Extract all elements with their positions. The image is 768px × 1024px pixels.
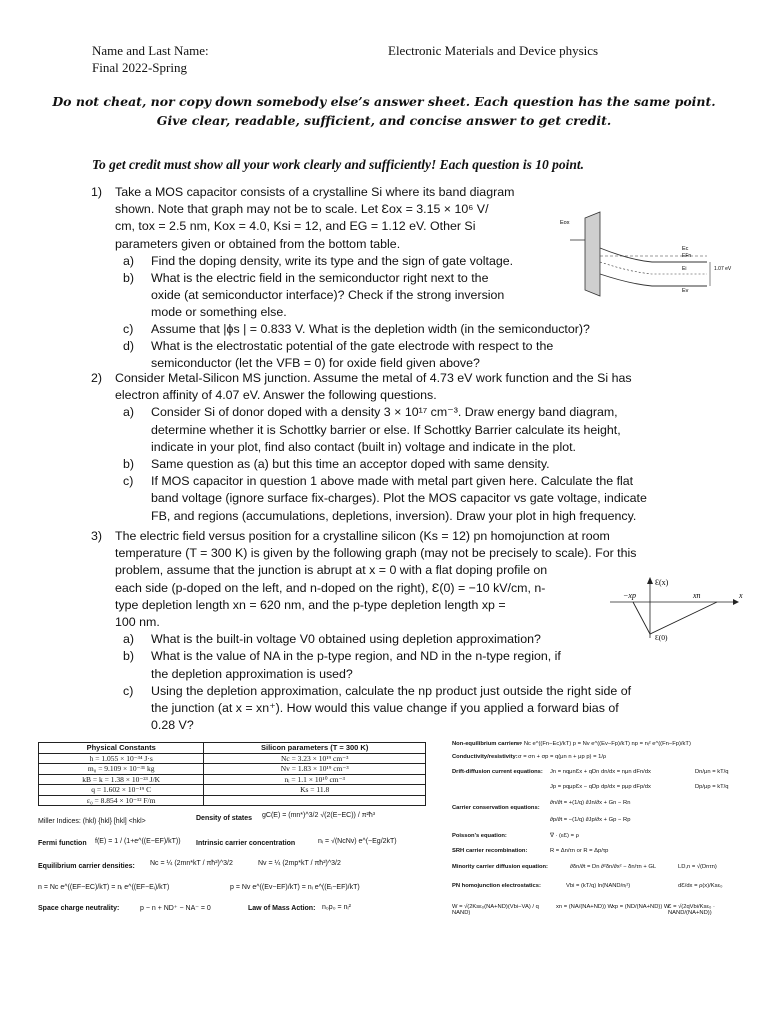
- xp-label: −xp: [623, 591, 636, 600]
- ev-label: Ev: [682, 288, 689, 294]
- part-label: a): [123, 253, 135, 268]
- table-cell: Silicon parameters (T = 300 K): [204, 743, 426, 754]
- conductivity-equation: σ = σn + σp = q(μn n + μp p) = 1/ρ: [518, 754, 607, 760]
- oxide-layer: [585, 212, 600, 296]
- intrinsic-level: [600, 262, 707, 274]
- table-cell: kB = k = 1.38 × 10⁻²³ J/K: [39, 774, 204, 785]
- q1-part-d: [115, 338, 655, 372]
- part-line: Assume that |ϕs | = 0.833 V. What is the depletion width (in the semiconductor)?: [151, 322, 590, 336]
- table-row: [39, 795, 426, 806]
- drift-label: Drift-diffusion current equations:: [452, 769, 543, 775]
- q2-part-c: [115, 473, 675, 525]
- dos-label: Density of states: [196, 815, 253, 822]
- table-row: [39, 774, 426, 785]
- q1-line: cm, tox = 2.5 nm, Kox = 4.0, Ksi = 12, and EG = 1.12 eV. Other Si: [115, 219, 476, 234]
- table-cell: m₀ = 9.109 × 10⁻³¹ kg: [39, 764, 204, 775]
- intrinsic-label: Intrinsic carrier concentration: [196, 840, 296, 847]
- question-1-continued: [115, 321, 655, 373]
- q3-part-a: [115, 631, 675, 648]
- poisson-label: Poisson’s equation:: [452, 833, 507, 839]
- minority-equation: ∂δn/∂t = Dn ∂²δn/∂x² − δn/τn + GL: [570, 864, 657, 870]
- question-2: [91, 370, 675, 525]
- pn-label: PN homojunction electrostatics:: [452, 883, 541, 889]
- table-row: [39, 764, 426, 775]
- einstein-n-equation: Dn/μn = kT/q: [695, 769, 729, 775]
- gap-label: 1.07 eV: [714, 266, 732, 272]
- drift-p-equation: Jp = pqμpƐx − qDp dp/dx = pμp dFp/dx: [550, 784, 651, 790]
- part-line: indicate in your plot, find also contact (built in) voltage and indicate in the plot.: [151, 439, 576, 454]
- q2-part-a: [115, 404, 675, 456]
- q2-line: Consider Metal-Silicon MS junction. Assume the metal of 4.73 eV work function and the Si has: [115, 371, 632, 385]
- question-number: 1): [91, 185, 103, 199]
- n-equation: n = Nc e^((EF−EC)/kT) = nᵢ e^((EF−Eᵢ)/kT): [38, 884, 170, 891]
- exam-title: Final 2022-Spring: [92, 60, 187, 75]
- xn-equation: xn = (NA/(NA+ND)) W: [556, 904, 614, 910]
- part-line: Using the depletion approximation, calculate the np product just outside the right side of: [151, 683, 632, 698]
- part-label: a): [123, 632, 135, 647]
- equilibrium-label: Equilibrium carrier densities:: [38, 863, 135, 870]
- drift-n-equation: Jn = nqμnƐx + qDn dn/dx = nμn dFn/dx: [550, 769, 651, 775]
- question-number: 3): [91, 529, 103, 543]
- table-cell: ε₀ = 8.854 × 10⁻¹² F/m: [39, 795, 204, 806]
- part-label: b): [123, 271, 135, 286]
- q3-line: problem, assume that the junction is abrupt at x = 0 with a flat doping profile on: [115, 563, 548, 578]
- conductivity-label: Conductivity/resistivity:: [452, 754, 518, 760]
- part-line: Same question as (a) but this time an acceptor doped with same density.: [151, 457, 550, 472]
- depletion-width-equation: W = √(2Ksε₀(NA+ND)(Vbi−VA) / q NAND): [452, 904, 539, 916]
- nv-equation: Nv = ¼ (2mp*kT / πħ²)^3/2: [258, 860, 341, 867]
- question-3: [91, 528, 675, 734]
- part-label: b): [123, 649, 135, 664]
- q3-line: The electric field versus position for a crystalline silicon (Ks = 12) pn homojunction at room: [115, 529, 610, 543]
- part-line: If MOS capacitor in question 1 above made with metal part given here. Calculate the flat: [151, 474, 634, 489]
- dos-equation: gC(E) = (mn*)^3/2 √(2(E−EC)) / π²ħ³: [262, 812, 376, 819]
- miller-indices: Miller Indices: (hkl) {hkl} [hkl] <hkl>: [38, 818, 146, 825]
- table-cell: [204, 795, 426, 806]
- diffusion-length-equation: LD,n = √(Dnτn): [678, 864, 717, 870]
- e0-label: Ɛ(0): [655, 633, 668, 642]
- part-line: mode or something else.: [151, 305, 287, 320]
- intrinsic-equation: nᵢ = √(NcNv) e^(−Eg/2kT): [318, 838, 397, 845]
- table-row: [39, 743, 426, 754]
- part-line: determine whether it is Schottky barrier or else. If Schottky Barrier calculate its height,: [151, 422, 621, 437]
- part-line: What is the built-in voltage V0 obtained using depletion approximation?: [151, 632, 541, 647]
- electric-field-diagram: [605, 574, 745, 644]
- part-line: FB, and regions (accumulations, depletions, inversion). Draw your plot in high frequency.: [151, 508, 637, 523]
- valence-band: [600, 274, 707, 286]
- part-line: What is the value of NA in the p-type region, and ND in the n-type region, if: [151, 649, 561, 664]
- part-label: b): [123, 457, 135, 472]
- question-number: 2): [91, 371, 103, 385]
- table-cell: Nc = 3.23 × 10¹⁹ cm⁻³: [204, 753, 426, 764]
- honor-line-2: Give clear, readable, sufficient, and concise answer to get credit.: [156, 113, 612, 128]
- part-line: 0.28 V?: [151, 718, 194, 733]
- q3-part-c: [115, 683, 675, 735]
- table-row: [39, 753, 426, 764]
- max-field-equation: Ɛ = √(2qVbi/Ksε₀ · NAND/(NA+ND)): [668, 904, 715, 916]
- part-label: c): [123, 474, 134, 489]
- q2-part-b: [115, 456, 675, 473]
- q2-line: electron affinity of 4.07 eV. Answer the following questions.: [115, 388, 437, 403]
- part-line: the junction (at x = xn⁺). How would this value change if you applied a forward bias of: [151, 701, 619, 716]
- field-profile: [633, 602, 717, 634]
- vbi-equation: Vbi = (kT/q) ln(NAND/nᵢ²): [566, 883, 631, 889]
- ei-label: Ei: [682, 266, 687, 272]
- nc-equation: Nc = ¼ (2mn*kT / πħ²)^3/2: [150, 860, 233, 867]
- conservation-label: Carrier conservation equations:: [452, 805, 540, 811]
- part-label: a): [123, 405, 135, 420]
- name-label: Name and Last Name:: [92, 43, 209, 58]
- part-label: d): [123, 339, 135, 354]
- part-line: semiconductor (let the VFB = 0) for oxide field given above?: [151, 356, 480, 371]
- srh-equation: R = Δn/τn or R = Δp/τp: [550, 848, 609, 854]
- q1-line: parameters given or obtained from the bottom table.: [115, 236, 401, 251]
- conservation-n-equation: ∂n/∂t = +(1/q) ∂Jn/∂x + Gn − Rn: [550, 800, 631, 806]
- p-equation: p = Nv e^((Ev−EF)/kT) = nᵢ e^((Eᵢ−EF)/kT): [230, 884, 360, 891]
- noneq-equation: n = Nc e^((Fn−Ec)/kT) p = Nv e^((Ev−Fp)/kT) np = nᵢ² e^((Fn−Fp)/kT): [514, 741, 691, 747]
- q1-line: shown. Note that graph may not be to scale. Let Ɛox = 3.15 × 10⁶ V/: [115, 202, 489, 217]
- course-title: Electronic Materials and Device physics: [388, 43, 599, 58]
- part-line: band voltage (ignore surface fix-charges). Plot the MOS capacitor vs gate voltage, indicate: [151, 491, 647, 506]
- q3-part-b: [115, 648, 675, 682]
- conservation-p-equation: ∂p/∂t = −(1/q) ∂Jp/∂x + Gp − Rp: [550, 817, 631, 823]
- mass-action-equation: n₀p₀ = nᵢ²: [322, 904, 351, 911]
- mos-band-diagram: [552, 210, 742, 300]
- table-cell: Nv = 1.83 × 10¹⁹ cm⁻³: [204, 764, 426, 775]
- mass-action-label: Law of Mass Action:: [248, 905, 316, 912]
- table-cell: Physical Constants: [39, 743, 204, 754]
- poisson-equation: ∇ · (εƐ) = ρ: [550, 833, 579, 839]
- part-line: Find the doping density, write its type and the sign of gate voltage.: [151, 253, 514, 268]
- neutrality-equation: p − n + ND⁺ − NA⁻ = 0: [140, 905, 211, 912]
- q1-part-c: [115, 321, 655, 338]
- table-cell: q = 1.602 × 10⁻¹⁹ C: [39, 785, 204, 796]
- part-line: oxide (at semiconductor interface)? Check if the strong inversion: [151, 288, 505, 303]
- q3-line: each side (p-doped on the left, and n-doped on the right), Ɛ(0) = −10 kV/cm, n-: [115, 580, 546, 595]
- part-line: the depletion approximation is used?: [151, 666, 353, 681]
- part-line: Consider Si of donor doped with a density 3 × 10¹⁷ cm⁻³. Draw energy band diagram,: [151, 405, 618, 420]
- field-axis-arrow: [647, 577, 653, 584]
- fermi-label: Fermi function: [38, 840, 87, 847]
- q3-line: type depletion length xn = 620 nm, and the p-type depletion length xp =: [115, 597, 506, 612]
- table-row: [39, 785, 426, 796]
- table-cell: nᵢ = 1.1 × 10¹⁰ cm⁻³: [204, 774, 426, 785]
- ec-label: Ec: [682, 246, 689, 252]
- table-cell: Ks = 11.8: [204, 785, 426, 796]
- minority-label: Minority carrier diffusion equation:: [452, 864, 548, 870]
- noneq-label: Non-equilibrium carriers:: [452, 741, 522, 747]
- part-label: c): [123, 322, 134, 336]
- xp-equation: xp = (ND/(NA+ND)) W: [612, 904, 670, 910]
- part-label: c): [123, 683, 134, 698]
- part-line: What is the electric field in the semiconductor right next to the: [151, 271, 489, 286]
- x-label: x: [739, 591, 743, 600]
- efn-label: EFn: [682, 253, 692, 259]
- q1-line: Take a MOS capacitor consists of a crystalline Si where its band diagram: [115, 185, 515, 199]
- field-gradient-equation: dƐ/dx = ρ(x)/Ksε₀: [678, 883, 723, 889]
- srh-label: SRH carrier recombination:: [452, 848, 528, 854]
- honor-line-1: Do not cheat, nor copy down somebody else’s answer sheet. Each question has the same point.: [52, 94, 716, 109]
- eox-label: Eox: [560, 220, 570, 226]
- constants-table: [38, 742, 426, 806]
- part-line: What is the electrostatic potential of the gate electrode with respect to the: [151, 339, 554, 354]
- einstein-p-equation: Dp/μp = kT/q: [695, 784, 729, 790]
- fermi-equation: f(E) = 1 / (1+e^((E−EF)/kT)): [95, 838, 181, 845]
- q3-line: temperature (T = 300 K) is given by the following graph (may not be precisely to scale). For this: [115, 546, 637, 561]
- xn-label: xn: [693, 591, 701, 600]
- q3-line: 100 nm.: [115, 615, 160, 630]
- field-label: Ɛ(x): [655, 578, 669, 587]
- table-cell: h = 1.055 × 10⁻³⁴ J·s: [39, 753, 204, 764]
- instruction: To get credit must show all your work clearly and sufficiently! Each question is 10 point.: [92, 157, 585, 172]
- neutrality-label: Space charge neutrality:: [38, 905, 120, 912]
